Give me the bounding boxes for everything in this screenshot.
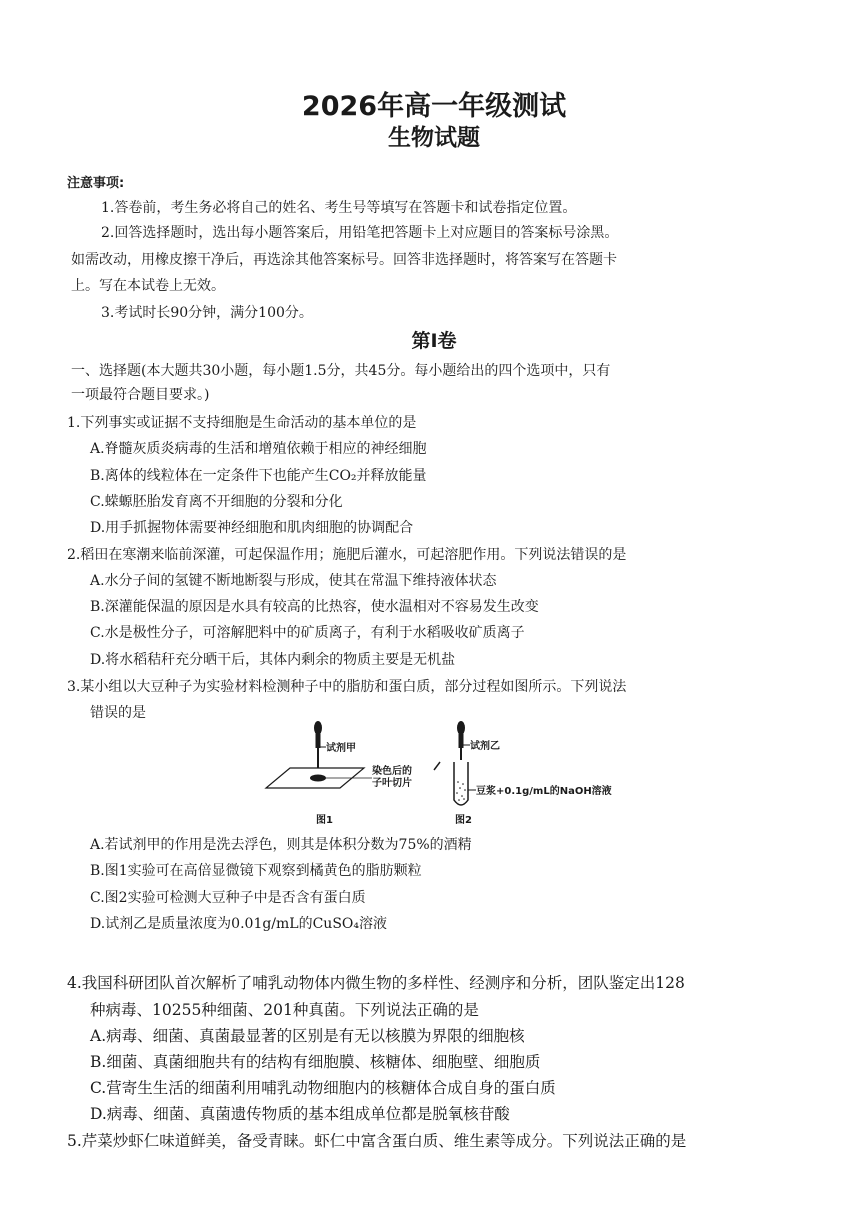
option-c: C.水是极性分子，可溶解肥料中的矿质离子，有利于水稻吸收矿质离子 <box>90 625 525 641</box>
notice-line: 如需改动，用橡皮擦干净后，再选涂其他答案标号。回答非选择题时，将答案写在答题卡 <box>71 252 617 268</box>
notice-line: 3.考试时长90分钟，满分100分。 <box>101 305 313 321</box>
option-a: A.若试剂甲的作用是洗去浮色，则其是体积分数为75%的酒精 <box>90 837 472 853</box>
question-stem: 种病毒、10255种细菌、201种真菌。下列说法正确的是 <box>90 1001 479 1019</box>
question-stem: 3.某小组以大豆种子为实验材料检测种子中的脂肪和蛋白质，部分过程如图所示。下列说法 <box>67 679 627 695</box>
section-intro: 一项最符合题目要求。) <box>71 387 210 403</box>
figure-2-caption: 图2 <box>455 815 472 826</box>
dropper-b <box>457 721 465 760</box>
option-d: D.用手抓握物体需要神经细胞和肌肉细胞的协调配合 <box>90 520 414 536</box>
option-d: D.病毒、细菌、真菌遗传物质的基本组成单位都是脱氧核苷酸 <box>90 1105 510 1123</box>
question-stem: 5.芹菜炒虾仁味道鲜美，备受青睐。虾仁中富含蛋白质、维生素等成分。下列说法正确的是 <box>67 1132 687 1150</box>
experiment-figure <box>262 720 652 830</box>
question-stem: 4.我国科研团队首次解析了哺乳动物体内微生物的多样性、经测序和分析，团队鉴定出128 <box>67 974 685 992</box>
question-stem: 1.下列事实或证据不支持细胞是生命活动的基本单位的是 <box>67 415 417 431</box>
option-a: A.脊髓灰质炎病毒的生活和增殖依赖于相应的神经细胞 <box>90 441 427 457</box>
notice-line: 上。写在本试卷上无效。 <box>71 278 225 294</box>
slice-label: 子叶切片 <box>372 778 412 789</box>
question-stem: 错误的是 <box>90 705 146 721</box>
option-a: A.水分子间的氢键不断地断裂与形成，使其在常温下维持液体状态 <box>90 573 497 589</box>
option-c: C.营寄生生活的细菌利用哺乳动物细胞内的核糖体合成自身的蛋白质 <box>90 1079 556 1097</box>
option-b: B.深灌能保温的原因是水具有较高的比热容，使水温相对不容易发生改变 <box>90 599 539 615</box>
option-c: C.图2实验可检测大豆种子中是否含有蛋白质 <box>90 890 366 906</box>
option-a: A.病毒、细菌、真菌最显著的区别是有无以核膜为界限的细胞核 <box>90 1027 525 1045</box>
question-stem: 2.稻田在寒潮来临前深灌，可起保温作用；施肥后灌水，可起溶肥作用。下列说法错误的是 <box>67 547 627 563</box>
stained-slice <box>310 775 326 782</box>
section-intro: 一、选择题(本大题共30小题，每小题1.5分，共45分。每小题给出的四个选项中，只有 <box>71 363 611 379</box>
notice-heading: 注意事项: <box>67 176 125 191</box>
slice-label: 染色后的 <box>372 766 412 777</box>
option-d: D.将水稻秸秆充分晒干后，其体内剩余的物质主要是无机盐 <box>90 652 456 668</box>
notice-line: 2.回答选择题时，选出每小题答案后，用铅笔把答题卡上对应题目的答案标号涂黑。 <box>101 225 619 241</box>
test-tube <box>454 762 468 805</box>
reagent-b-label: 试剂乙 <box>470 741 500 752</box>
option-d: D.试剂乙是质量浓度为0.01g/mL的CuSO₄溶液 <box>90 916 388 932</box>
dropper-a <box>314 721 322 768</box>
exam-title: 2026年高一年级测试 <box>301 91 567 122</box>
option-b: B.图1实验可在高倍显微镜下观察到橘黄色的脂肪颗粒 <box>90 863 422 879</box>
option-b: B.离体的线粒体在一定条件下也能产生CO₂并释放能量 <box>90 468 427 484</box>
section-title: 第Ⅰ卷 <box>411 330 457 352</box>
option-c: C.蝾螈胚胎发育离不开细胞的分裂和分化 <box>90 494 343 510</box>
reagent-a-label: 试剂甲 <box>326 743 356 754</box>
tube-label: 豆浆+0.1g/mL的NaOH溶液 <box>476 786 612 797</box>
tube-liquid <box>456 781 466 801</box>
exam-subtitle: 生物试题 <box>388 125 480 151</box>
notice-line: 1.答卷前，考生务必将自己的姓名、考生号等填写在答题卡和试卷指定位置。 <box>101 200 577 216</box>
figure-1-caption: 图1 <box>316 815 333 826</box>
option-b: B.细菌、真菌细胞共有的结构有细胞膜、核糖体、细胞壁、细胞质 <box>90 1053 541 1071</box>
